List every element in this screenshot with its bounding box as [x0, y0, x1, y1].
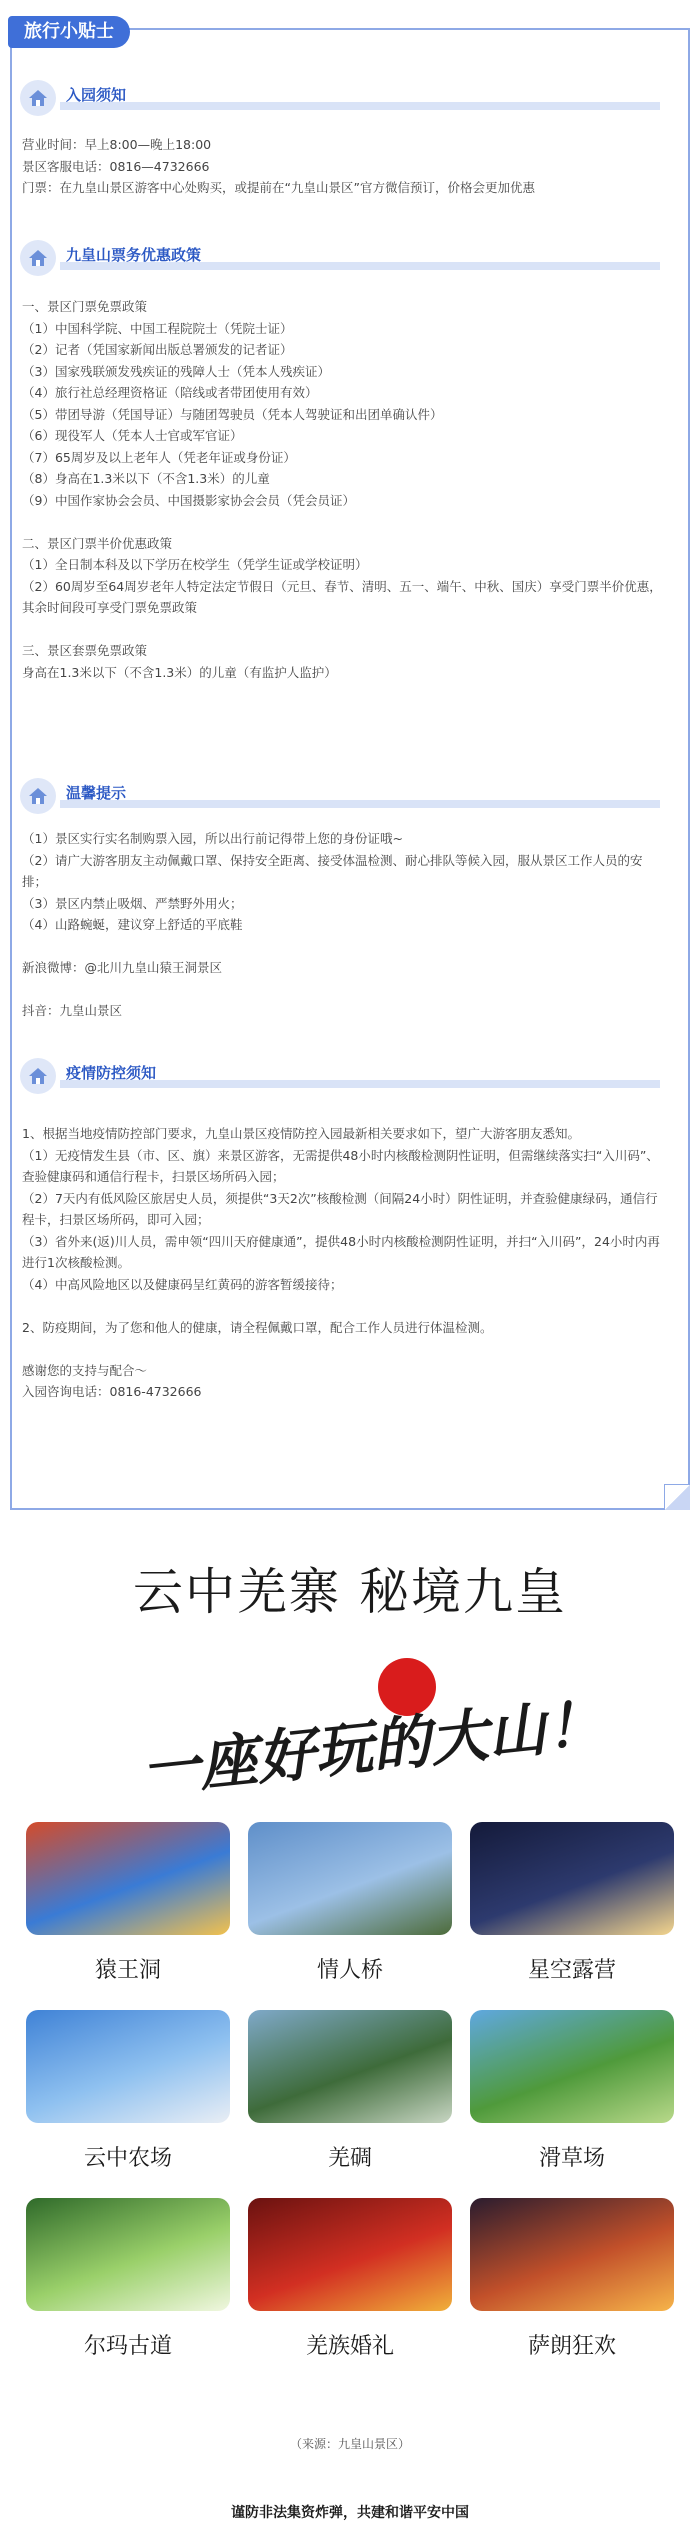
- house-icon: [20, 240, 56, 276]
- attraction-photo: [248, 2198, 452, 2311]
- attraction-card: [248, 2010, 452, 2172]
- attraction-card: [470, 2010, 674, 2172]
- text-line: （4）山路蜿蜒，建议穿上舒适的平底鞋: [22, 917, 243, 932]
- attraction-photo: [248, 2010, 452, 2123]
- attraction-name: 羌族婚礼: [305, 2334, 394, 2359]
- section-body-ticket-policy: [22, 296, 662, 683]
- attraction-photo: [470, 1822, 674, 1935]
- footer-slogan: 谨防非法集资炸弹，共建和谐平安中国: [231, 2505, 469, 2521]
- text-line: （1）景区实行实名制购票入园，所以出行前记得带上您的身份证哦~: [22, 831, 403, 846]
- attraction-name: 情人桥: [316, 1958, 383, 1983]
- section-title: 入园须知: [66, 86, 127, 104]
- text-line: （5）带团导游（凭国导证）与随团驾驶员（凭本人驾驶证和出团单确认件）: [22, 406, 443, 422]
- section-header-tips: [20, 778, 660, 814]
- text-line: （4）旅行社总经理资格证（陪线或者带团使用有效）: [22, 385, 318, 400]
- promo-headline: 云中羌寨 秘境九皇: [133, 1563, 567, 1621]
- card-fold-corner: [664, 1484, 690, 1510]
- text-line: 景区客服电话：0816—4732666: [22, 158, 210, 174]
- text-line: （3）国家残联颁发残疾证的残障人士（凭本人残疾证）: [22, 363, 330, 379]
- attraction-photo: [248, 1822, 452, 1935]
- consult-phone: 入园咨询电话：0816-4732666: [22, 1384, 202, 1399]
- text-line: （1）中国科学院、中国工程院院士（凭院士证）: [22, 320, 293, 336]
- attraction-name: 星空露营: [527, 1958, 616, 1983]
- attraction-name: 羌碉: [327, 2146, 372, 2171]
- text-line: （3）省外来(返)川人员，需申领“四川天府健康通”，提供48小时内核酸检测阴性证明，并扫“入川码”，24小时内再进行1次核酸检测。: [22, 1233, 660, 1270]
- text-line: 感谢您的支持与配合～: [22, 1362, 148, 1378]
- attraction-photo: [470, 2198, 674, 2311]
- section-body-tips: [22, 828, 662, 1022]
- attraction-photo: [26, 2010, 230, 2123]
- promo-slogan: 一座好玩的大山！: [138, 1688, 607, 1806]
- text-line: 二、景区门票半价优惠政策: [22, 535, 173, 551]
- text-line: （9）中国作家协会会员、中国摄影家协会会员（凭会员证）: [22, 492, 355, 508]
- text-line: （1）无疫情发生县（市、区、旗）来景区游客，无需提供48小时内核酸检测阴性证明，但需继续落实扫“入川码”、查验健康码和通信行程卡，扫景区场所码入园；: [22, 1147, 659, 1184]
- douyin-handle: 抖音：九皇山景区: [22, 1003, 123, 1018]
- text-line: （8）身高在1.3米以下（不含1.3米）的儿童: [22, 471, 270, 486]
- section-underline: [60, 102, 660, 110]
- text-line: 三、景区套票免票政策: [22, 643, 148, 658]
- attraction-card: [26, 2010, 230, 2172]
- attraction-name: 滑草场: [538, 2146, 605, 2171]
- attraction-card: [248, 2198, 452, 2360]
- text-line: 身高在1.3米以下（不含1.3米）的儿童（有监护人监护）: [22, 664, 337, 680]
- attraction-card: [26, 2198, 230, 2360]
- attraction-card: [26, 1822, 230, 1984]
- text-line: 1、根据当地疫情防控部门要求，九皇山景区疫情防控入园最新相关要求如下，望广大游客朋友悉知。: [22, 1126, 580, 1141]
- section-underline: [60, 800, 660, 808]
- text-line: （7）65周岁及以上老年人（凭老年证或身份证）: [22, 449, 296, 465]
- text-line: （2）记者（凭国家新闻出版总署颁发的记者证）: [22, 342, 293, 357]
- text-line: 门票：在九皇山景区游客中心处购买，或提前在“九皇山景区”官方微信预订，价格会更加优惠: [22, 180, 535, 195]
- section-body-epidemic: [22, 1123, 662, 1403]
- text-line: （1）全日制本科及以下学历在校学生（凭学生证或学校证明）: [22, 557, 368, 572]
- house-icon: [20, 778, 56, 814]
- section-header-epidemic: [20, 1058, 660, 1094]
- text-line: 2、防疫期间，为了您和他人的健康，请全程佩戴口罩，配合工作人员进行体温检测。: [22, 1319, 493, 1335]
- house-icon: [20, 1058, 56, 1094]
- attraction-card: [470, 1822, 674, 1984]
- text-line: （2）60周岁至64周岁老年人特定法定节假日（元旦、春节、清明、五一、端午、中秋、国庆）享受门票半价优惠，其余时间段可享受门票免票政策: [22, 578, 662, 615]
- attraction-name: 猿王洞: [94, 1958, 161, 1983]
- attraction-photo: [26, 1822, 230, 1935]
- attraction-photo: [470, 2010, 674, 2123]
- text-line: （2）7天内有低风险区旅居史人员，须提供“3天2次”核酸检测（间隔24小时）阴性证明，并查验健康绿码，通信行程卡，扫景区场所码，即可入园；: [22, 1190, 658, 1227]
- text-line: （3）景区内禁止吸烟、严禁野外用火；: [22, 895, 243, 911]
- text-line: 一、景区门票免票政策: [22, 299, 148, 314]
- section-title: 温馨提示: [66, 784, 127, 802]
- weibo-handle: 新浪微博：@北川九皇山猿王洞景区: [22, 960, 223, 975]
- text-line: （6）现役军人（凭本人士官或军官证）: [22, 428, 243, 443]
- house-icon: [20, 80, 56, 116]
- attraction-name: 尔玛古道: [83, 2334, 172, 2359]
- tips-tab-label: 旅行小贴士: [8, 16, 130, 48]
- section-body-entry: [22, 134, 662, 199]
- text-line: （4）中高风险地区以及健康码呈红黄码的游客暂缓接待；: [22, 1276, 343, 1292]
- source-note: （来源：九皇山景区）: [289, 2437, 410, 2451]
- section-header-ticket-policy: [20, 240, 660, 276]
- section-title: 疫情防控须知: [66, 1064, 157, 1082]
- attraction-photo: [26, 2198, 230, 2311]
- attraction-card: [470, 2198, 674, 2360]
- section-header-entry: [20, 80, 660, 116]
- attraction-card: [248, 1822, 452, 1984]
- attraction-name: 萨朗狂欢: [527, 2334, 616, 2359]
- attraction-name: 云中农场: [83, 2146, 172, 2171]
- section-title: 九皇山票务优惠政策: [66, 246, 202, 264]
- text-line: 营业时间：早上8:00—晚上18:00: [22, 137, 212, 152]
- text-line: （2）请广大游客朋友主动佩戴口罩、保持安全距离、接受体温检测、耐心排队等候入园，服从景区工作人员的安排；: [22, 852, 643, 889]
